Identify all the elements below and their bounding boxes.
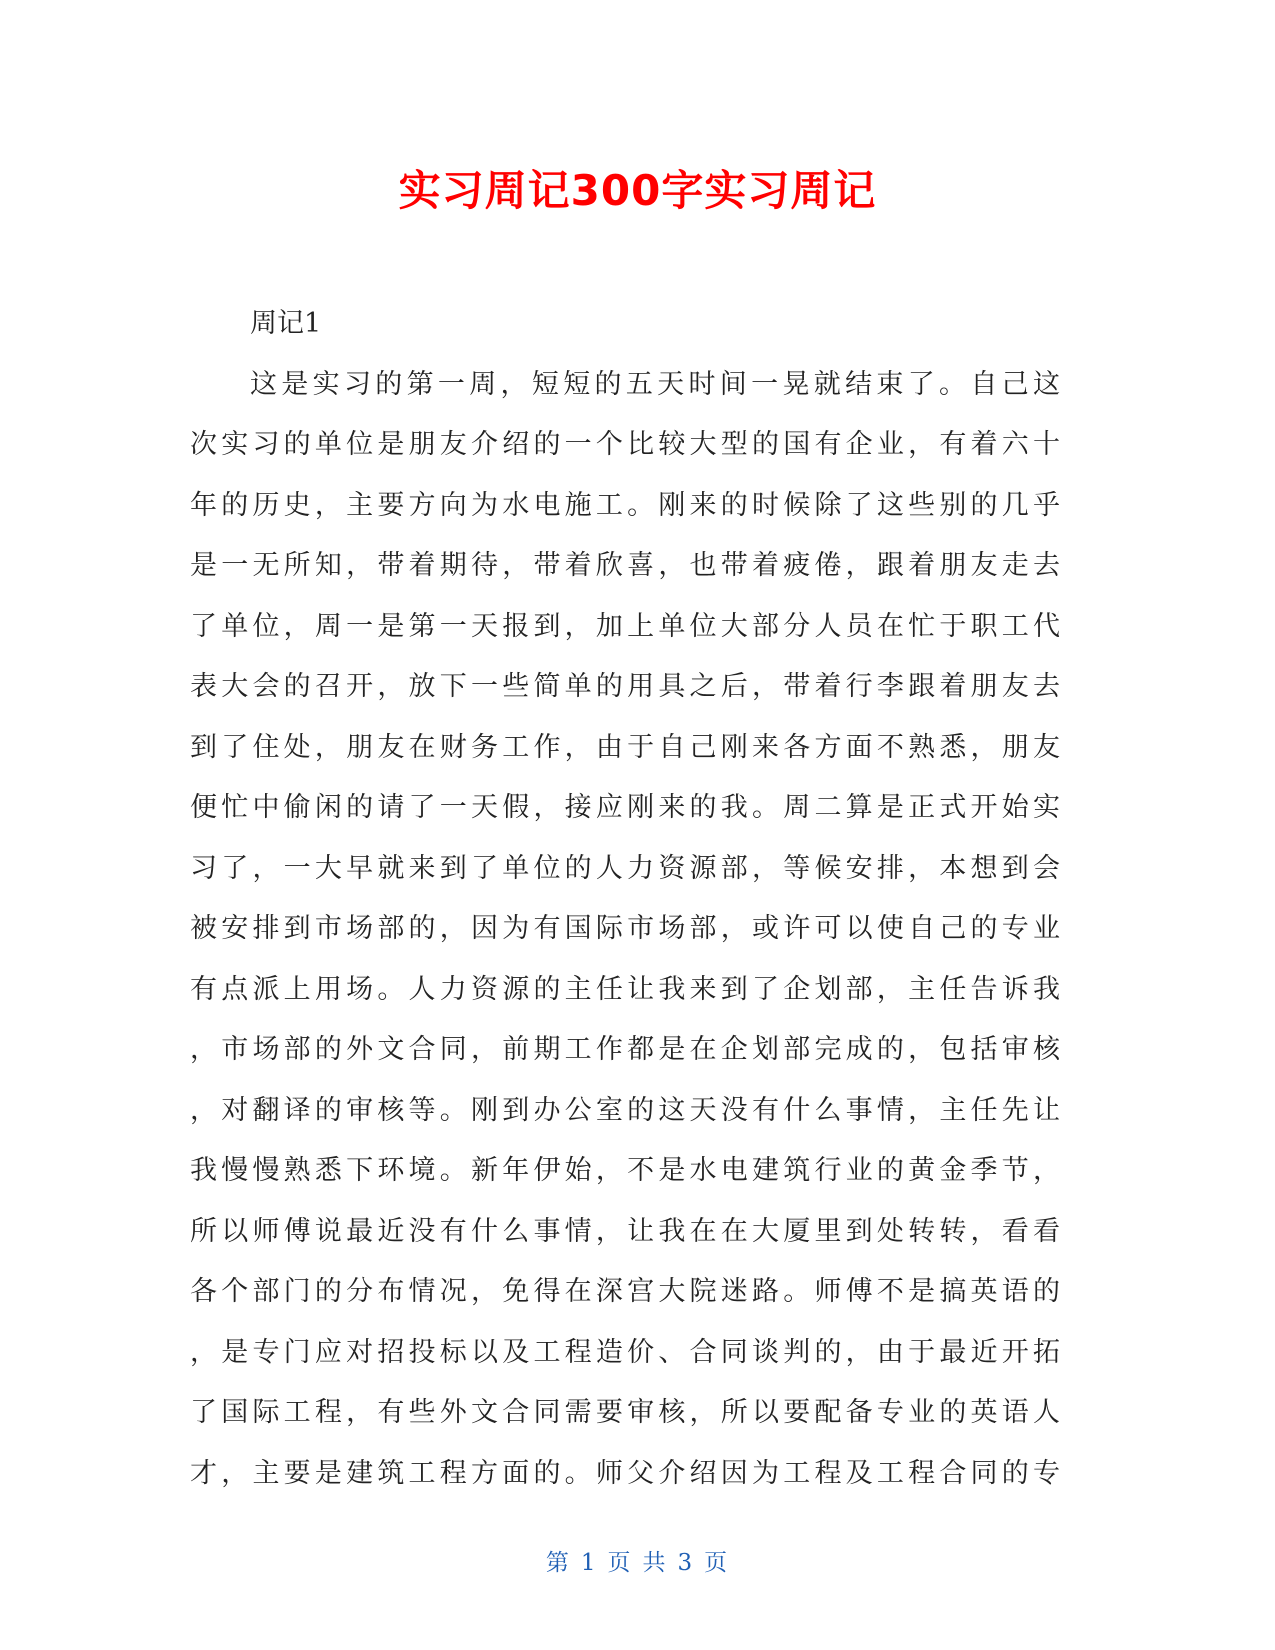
paragraph-line: 次实习的单位是朋友介绍的一个比较大型的国有企业，有着六十 (190, 429, 1060, 460)
paragraph-line: 是一无所知，带着期待，带着欣喜，也带着疲倦，跟着朋友走去 (190, 550, 1060, 581)
paragraph-line: 有点派上用场。人力资源的主任让我来到了企划部，主任告诉我 (190, 973, 1060, 1005)
footer-total-word: 共 (642, 1550, 668, 1576)
paragraph-line: 各个部门的分布情况，免得在深宫大院迷路。师傅不是搞英语的 (190, 1276, 1060, 1307)
section-heading: 周记1 (250, 308, 322, 339)
paragraph-line: 所以师傅说最近没有什么事情，让我在在大厦里到处转转，看看 (190, 1215, 1060, 1247)
paragraph-line: 到了住处，朋友在财务工作，由于自己刚来各方面不熟悉，朋友 (190, 731, 1060, 763)
document-body (190, 294, 1060, 1504)
document-title: 实习周记300字实习周记 (398, 166, 877, 215)
paragraph-line: 了单位，周一是第一天报到，加上单位大部分人员在忙于职工代 (190, 610, 1060, 642)
paragraph-line: 便忙中偷闲的请了一天假，接应刚来的我。周二算是正式开始实 (190, 792, 1060, 823)
paragraph-line: 了国际工程，有些外文合同需要审核，所以要配备专业的英语人 (190, 1397, 1060, 1428)
paragraph-line: 我慢慢熟悉下环境。新年伊始，不是水电建筑行业的黄金季节， (190, 1155, 1060, 1186)
paragraph-line: 才，主要是建筑工程方面的。师父介绍因为工程及工程合同的专 (190, 1457, 1060, 1489)
paragraph-line: ，对翻译的审核等。刚到办公室的这天没有什么事情，主任先让 (190, 1094, 1060, 1126)
footer-total-unit: 页 (704, 1550, 730, 1576)
footer-page-word: 第 (545, 1550, 571, 1576)
paragraph-line: ，市场部的外文合同，前期工作都是在企划部完成的，包括审核 (190, 1034, 1060, 1065)
page-footer (0, 1548, 1275, 1578)
paragraph-line: 习了，一大早就来到了单位的人力资源部，等候安排，本想到会 (190, 852, 1060, 884)
paragraph-line: 年的历史，主要方向为水电施工。刚来的时候除了这些别的几乎 (190, 489, 1060, 521)
paragraph-line: 这是实习的第一周，短短的五天时间一晃就结束了。自己这 (250, 368, 1060, 400)
footer-total-pages: 3 (677, 1550, 695, 1576)
footer-page-unit: 页 (607, 1550, 633, 1576)
paragraph-line: 被安排到市场部的，因为有国际市场部，或许可以使自己的专业 (190, 913, 1060, 944)
footer-page-number: 1 (580, 1550, 598, 1576)
paragraph-line: ，是专门应对招投标以及工程造价、合同谈判的，由于最近开拓 (190, 1336, 1060, 1368)
paragraph-line: 表大会的召开，放下一些简单的用具之后，带着行李跟着朋友去 (190, 671, 1060, 702)
